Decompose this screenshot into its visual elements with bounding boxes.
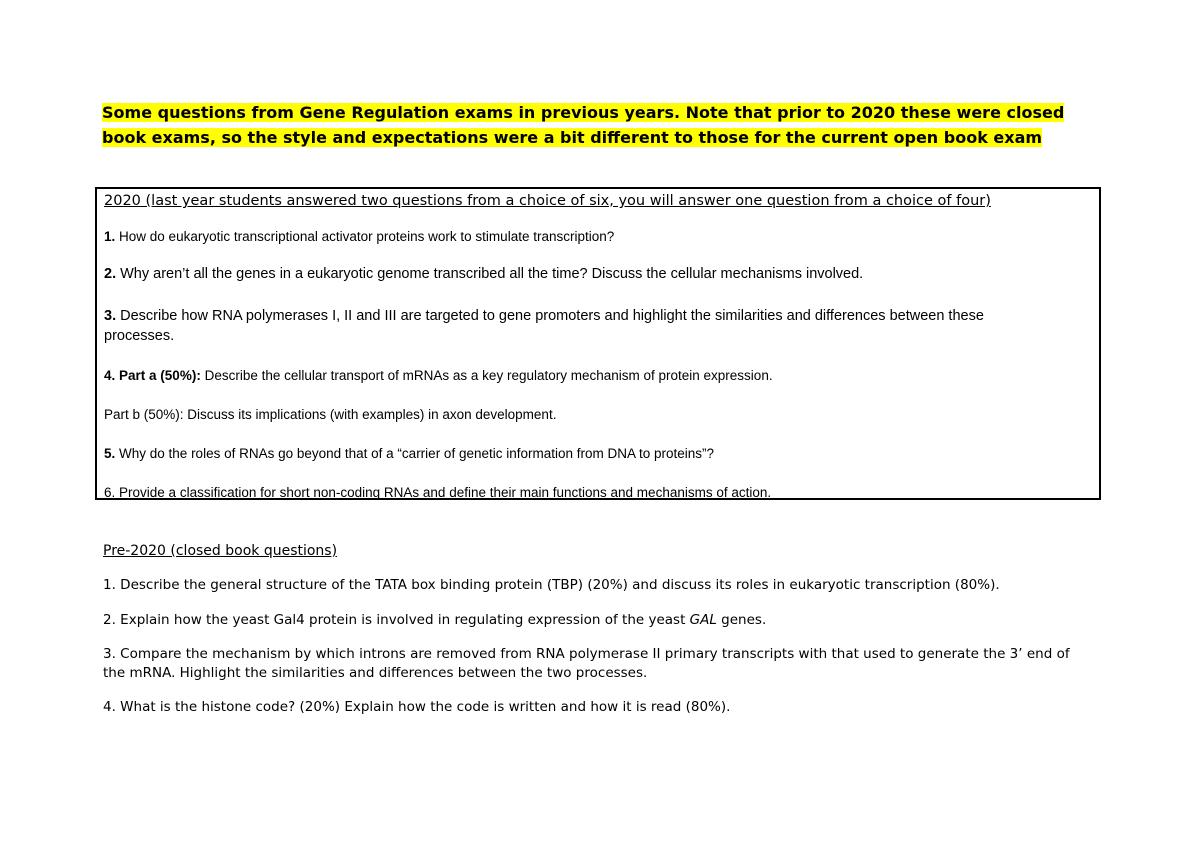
question-pre2020-4: 4. What is the histone code? (20%) Explain how the code is written and how it is read (80%). <box>103 699 731 715</box>
question-2020-4a <box>104 367 773 385</box>
question-text: Provide a classification for short non-coding RNAs and define their main functions and mechanisms of action. <box>119 485 772 500</box>
question-text: Why aren’t all the genes in a eukaryotic genome transcribed all the time? Discuss the cellular mechanisms involved. <box>120 266 864 282</box>
question-text: Describe the cellular transport of mRNAs as a key regulatory mechanism of protein expression. <box>204 368 773 383</box>
question-number: 2. <box>104 266 117 282</box>
question-2020-5 <box>104 445 714 463</box>
question-pre2020-2 <box>103 611 1093 630</box>
question-2020-1 <box>104 228 614 246</box>
question-2020-3 <box>104 306 1024 346</box>
section-2020-heading: 2020 (last year students answered two questions from a choice of six, you will answer one question from a choice of four) <box>104 193 991 209</box>
question-2020-6 <box>104 484 771 502</box>
question-2020-2 <box>104 264 863 284</box>
question-number: 3. <box>104 308 117 324</box>
question-number: 1. <box>104 229 116 244</box>
section-pre2020-heading: Pre-2020 (closed book questions) <box>103 543 338 559</box>
part-label: Part b (50%): <box>104 407 184 422</box>
question-text: How do eukaryotic transcriptional activator proteins work to stimulate transcription? <box>119 229 615 244</box>
section-2020-box <box>95 187 1101 500</box>
question-number: 5. <box>104 446 116 461</box>
question-number: 4. <box>104 368 116 383</box>
gene-name-italic: GAL <box>689 612 717 628</box>
part-label: Part a (50%): <box>119 368 201 383</box>
question-pre2020-1: 1. Describe the general structure of the TATA box binding protein (TBP) (20%) and discuss its roles in eukaryotic transcription (80%). <box>103 577 1000 593</box>
question-number: 6. <box>104 485 116 500</box>
question-text: Describe how RNA polymerases I, II and III are targeted to gene promoters and highlight the similarities and differences between these processes. <box>104 308 984 344</box>
intro-highlight: Some questions from Gene Regulation exams in previous years. Note that prior to 2020 these were closed book exams, so the style and expectations were a bit different to those for the current open book exam <box>102 103 1065 147</box>
question-2020-4b <box>104 406 556 424</box>
question-pre2020-3: 3. Compare the mechanism by which introns are removed from RNA polymerase II primary transcripts with that used to generate the 3’ end of the mRNA. Highlight the similarities and differences between the two processes. <box>103 646 1070 681</box>
intro-note <box>102 100 1082 150</box>
question-text: Discuss its implications (with examples) in axon development. <box>187 407 557 422</box>
question-text: Why do the roles of RNAs go beyond that of a “carrier of genetic information from DNA to proteins”? <box>119 446 715 461</box>
question-text-before: 2. Explain how the yeast Gal4 protein is involved in regulating expression of the yeast <box>103 612 690 628</box>
question-text-after: genes. <box>716 612 767 628</box>
